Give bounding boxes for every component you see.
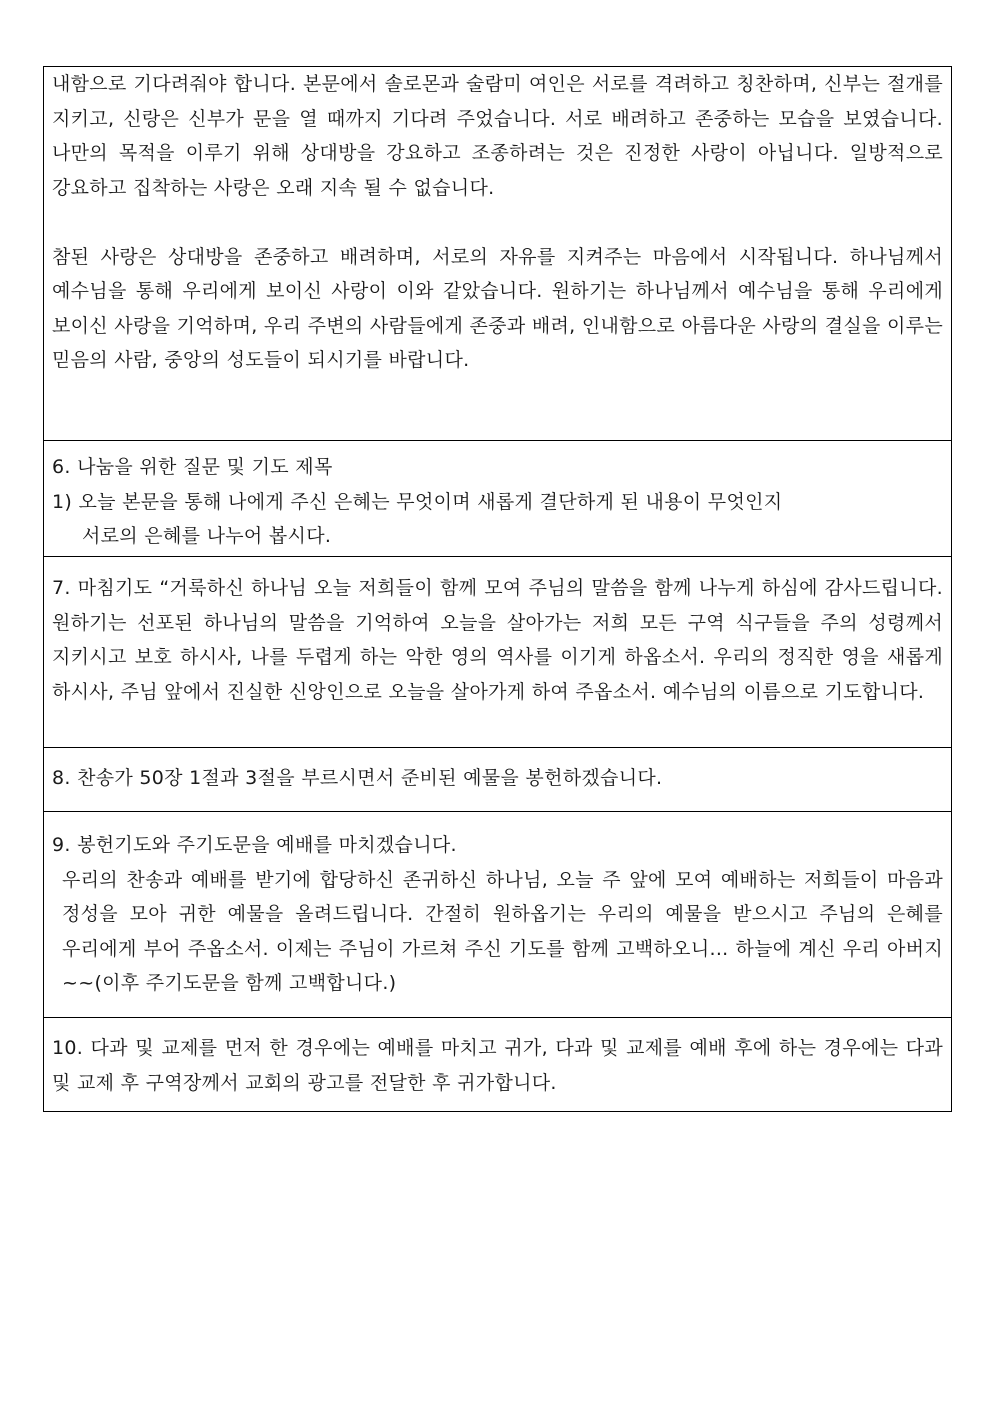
section-heading: 6. 나눔을 위한 질문 및 기도 제목 bbox=[52, 456, 333, 478]
hymn-text: 8. 찬송가 50장 1절과 3절을 부르시면서 준비된 예물을 봉헌하겠습니다. bbox=[52, 767, 663, 789]
sermon-conclusion-cell bbox=[44, 67, 951, 440]
sharing-questions-cell bbox=[44, 440, 951, 556]
dismissal-cell bbox=[44, 1017, 951, 1111]
closing-prayer-text: 7. 마침기도 “거룩하신 하나님 오늘 저희들이 함께 모여 주님의 말씀을 함께 나누게 하심에 감사드립니다. 원하기는 선포된 하나님의 말씀을 기억하여 오늘을 살아가는 저희 모든 구역 식구들을 주의 성령께서 지키시고 보호 하시사, 나를 두렵게 하는 악한 영의 역사를 이기게 하옵소서. 우리의 정직한 영을 새롭게 하시사, 주님 앞에서 진실한 신앙인으로 오늘을 살아가게 하여 주옵소서. 예수님의 이름으로 기도합니다. bbox=[52, 577, 943, 703]
offering-prayer-text: 우리의 찬송과 예배를 받기에 합당하신 존귀하신 하나님, 오늘 주 앞에 모여 예배하는 저희들이 마음과 정성을 모아 귀한 예물을 올려드립니다. 간절히 원하옵기는 우리의 예물을 받으시고 주님의 은혜를 우리에게 부어 주옵소서. 이제는 주님이 가르쳐 주신 기도를 함께 고백하오니... 하늘에 계신 우리 아버지~~(이후 주기도문을 함께 고백합니다.) bbox=[62, 868, 943, 994]
dismissal-text: 10. 다과 및 교제를 먼저 한 경우에는 예배를 마치고 귀가, 다과 및 교제를 예배 후에 하는 경우에는 다과 및 교제 후 구역장께서 교회의 광고를 전달한 후 귀가합니다. bbox=[52, 1037, 943, 1094]
worship-guide-table bbox=[43, 66, 952, 1112]
closing-prayer-cell bbox=[44, 556, 951, 747]
sermon-paragraph: 내함으로 기다려줘야 합니다. 본문에서 솔로몬과 술람미 여인은 서로를 격려하고 칭찬하며, 신부는 절개를 지키고, 신랑은 신부가 문을 열 때까지 기다려 주었습니다. 서로 배려하고 존중하는 모습을 보였습니다. 나만의 목적을 이루기 위해 상대방을 강요하고 조종하려는 것은 진정한 사랑이 아닙니다. 일방적으로 강요하고 집착하는 사랑은 오래 지속 될 수 없습니다. bbox=[52, 73, 943, 199]
question-item: 1) 오늘 본문을 통해 나에게 주신 은혜는 무엇이며 새롭게 결단하게 된 내용이 무엇인지 bbox=[52, 490, 783, 513]
hymn-cell bbox=[44, 747, 951, 811]
paragraph-spacer bbox=[52, 205, 943, 240]
sermon-paragraph: 참된 사랑은 상대방을 존중하고 배려하며, 서로의 자유를 지켜주는 마음에서 시작됩니다. 하나님께서 예수님을 통해 우리에게 보이신 사랑이 이와 같았습니다. 원하기는 하나님께서 예수님을 통해 우리에게 보이신 사랑을 기억하며, 우리 주변의 사람들에게 존중과 배려, 인내함으로 아름다운 사랑의 결실을 이루는 믿음의 사람, 중앙의 성도들이 되시기를 바랍니다. bbox=[52, 245, 943, 371]
question-item-continued: 서로의 은혜를 나누어 봅시다. bbox=[82, 525, 332, 547]
section-heading: 9. 봉헌기도와 주기도문을 예배를 마치겠습니다. bbox=[52, 834, 457, 856]
offering-prayer-cell bbox=[44, 811, 951, 1017]
